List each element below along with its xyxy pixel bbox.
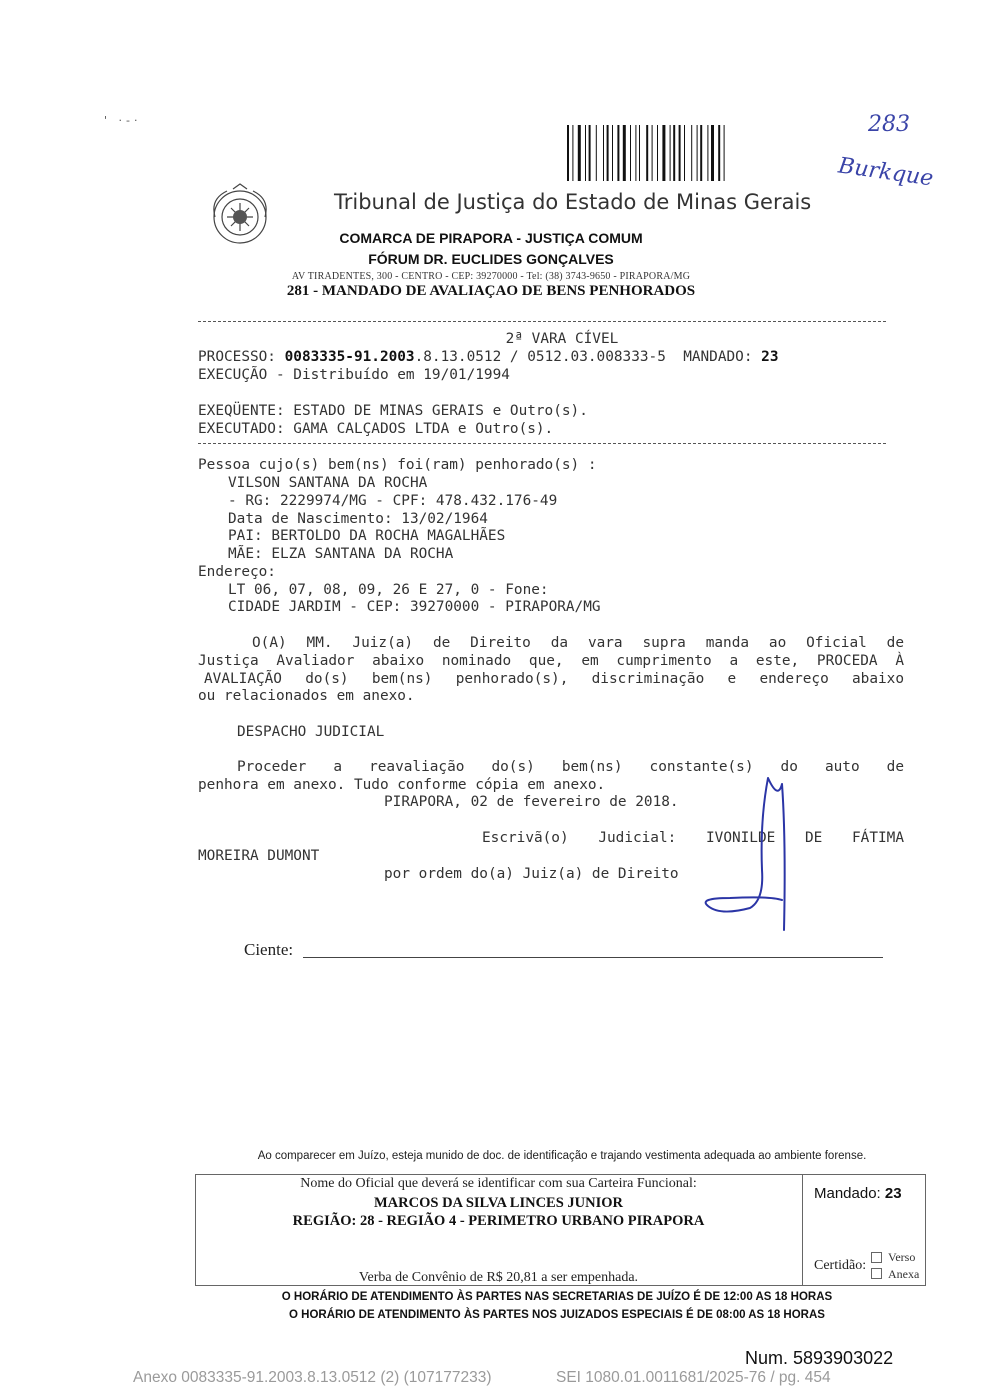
handwritten-initials: Burkque: [836, 153, 935, 192]
person-intro: Pessoa cujo(s) bem(ns) foi(ram) penhorado(s) :: [198, 457, 597, 473]
processo-rest: .8.13.0512 / 0512.03.008333-5 MANDADO:: [414, 349, 762, 365]
order-line-3: AVALIAÇÃO do(s) bem(ns) penhorado(s), discriminação e endereço abaixo: [204, 671, 904, 687]
executado-line: EXECUTADO: GAMA CALÇADOS LTDA e Outro(s).: [198, 421, 554, 437]
barcode-bar: [623, 125, 626, 181]
barcode-bar: [679, 125, 681, 181]
barcode-bar: [589, 125, 591, 181]
despacho-line-2: penhora em anexo. Tudo conforme cópia em anexo.: [198, 777, 606, 793]
address-label: Endereço:: [198, 564, 276, 580]
forum-title: FÓRUM DR. EUCLIDES GONÇALVES: [368, 251, 614, 267]
hours-notice-2-clip: [0, 1306, 982, 1320]
convenio-amount: Verba de Convênio de R$ 20,81 a ser empenhada.: [358, 1270, 639, 1285]
court-name: Tribunal de Justiça do Estado de Minas Gerais: [334, 190, 812, 214]
anexo-reference: Anexo 0083335-91.2003.8.13.0512 (2) (107177233): [133, 1369, 492, 1386]
barcode-bar: [711, 125, 714, 181]
officer-box-divider: [802, 1174, 803, 1286]
barcode-bar: [657, 125, 658, 181]
barcode-bar: [612, 125, 613, 181]
barcode-bar: [578, 125, 581, 181]
person-birth-date: Data de Nascimento: 13/02/1964: [228, 511, 488, 527]
barcode-bar: [718, 125, 720, 181]
barcode-image: [567, 125, 779, 181]
comarca-title: COMARCA DE PIRAPORA - JUSTIÇA COMUM: [339, 230, 643, 246]
mandado-value: 23: [884, 1185, 902, 1202]
barcode-bar: [697, 125, 698, 181]
barcode-bar: [567, 125, 569, 181]
barcode-bar: [607, 125, 609, 181]
hours-notice-2: O HORÁRIO DE ATENDIMENTO ÀS PARTES NOS JUIZADOS ESPECIAIS É DE 08:00 AS 18 HORAS: [289, 1309, 825, 1320]
mandado-box: [814, 1185, 902, 1202]
officer-name: MARCOS DA SILVA LINCES JUNIOR: [374, 1195, 623, 1211]
vara-title: 2ª VARA CÍVEL: [505, 331, 619, 347]
barcode-bar: [684, 125, 685, 181]
barcode-bar: [670, 125, 671, 181]
barcode-bar: [596, 125, 597, 181]
exequente-line: EXEQÜENTE: ESTADO DE MINAS GERAIS e Outro(s).: [198, 403, 588, 419]
order-line-4: ou relacionados em anexo.: [198, 688, 415, 704]
divider: [198, 443, 886, 444]
processo-label: PROCESSO:: [198, 349, 285, 365]
certidao-label: Certidão:: [814, 1258, 867, 1273]
barcode-bar: [635, 125, 636, 181]
ciente-signature-line: [303, 957, 883, 958]
judge-signature: [690, 760, 810, 940]
barcode-bar: [572, 125, 573, 181]
person-documents: - RG: 2229974/MG - CPF: 478.432.176-49: [228, 493, 558, 509]
address-line-2: CIDADE JARDIM - CEP: 39270000 - PIRAPORA/MG: [228, 599, 601, 615]
barcode-bar: [630, 125, 631, 181]
anexa-checkbox[interactable]: [871, 1268, 882, 1279]
barcode-bar: [662, 125, 665, 181]
address-line-1: LT 06, 07, 08, 09, 26 E 27, 0 - Fone:: [228, 582, 549, 598]
order-line-1: O(A) MM. Juiz(a) de Direito da vara supra manda ao Oficial de: [252, 635, 904, 651]
barcode-bar: [700, 125, 702, 181]
processo-number: 0083335-91.2003: [284, 349, 415, 365]
despacho-date: PIRAPORA, 02 de fevereiro de 2018.: [384, 794, 679, 810]
mandado-number: 23: [761, 349, 779, 365]
person-name: VILSON SANTANA DA ROCHA: [228, 475, 428, 491]
officer-label: Nome do Oficial que deverá se identificar com sua Carteira Funcional:: [300, 1176, 697, 1191]
barcode-bar: [603, 125, 604, 181]
anexa-label: Anexa: [888, 1267, 920, 1281]
escriva-line: Escrivã(o) Judicial: IVONILDE DE FÁTIMA: [482, 830, 904, 846]
divider: [198, 321, 886, 322]
court-address: AV TIRADENTES, 300 - CENTRO - CEP: 39270000 - Tel: (38) 3743-9650 - PIRAPORA/MG: [291, 271, 691, 282]
handwritten-page-number: 283: [868, 112, 910, 137]
barcode-bar: [652, 125, 653, 181]
despacho-title: DESPACHO JUDICIAL: [237, 724, 385, 740]
attendance-notice: Ao comparecer em Juízo, esteja munido de doc. de identificação e trajando vestimenta adequada ao ambiente forense.: [257, 1150, 867, 1162]
barcode-bar: [639, 125, 640, 181]
ciente-label: Ciente:: [244, 940, 294, 959]
person-father: PAI: BERTOLDO DA ROCHA MAGALHÃES: [228, 528, 506, 544]
barcode-bar: [646, 125, 648, 181]
document-title: 281 - MANDADO DE AVALIAÇAO DE BENS PENHORADOS: [286, 283, 696, 299]
verso-checkbox[interactable]: [871, 1252, 882, 1263]
despacho-line-1: Proceder a reavaliação do(s) bem(ns) constante(s) do auto de: [237, 759, 904, 775]
by-order-line: por ordem do(a) Juiz(a) de Direito: [384, 866, 679, 882]
processo-line: [198, 348, 779, 366]
barcode-bar: [724, 125, 725, 181]
barcode-bar: [617, 125, 619, 181]
mandado-label: Mandado:: [814, 1185, 881, 1202]
sei-reference: SEI 1080.01.0011681/2025-76 / pg. 454: [556, 1369, 831, 1386]
barcode-bar: [585, 125, 586, 181]
escriva-surname: MOREIRA DUMONT: [198, 848, 320, 864]
hours-notice-1: O HORÁRIO DE ATENDIMENTO ÀS PARTES NAS SECRETARIAS DE JUÍZO É DE 12:00 AS 18 HORAS: [281, 1291, 833, 1303]
person-mother: MÃE: ELZA SANTANA DA ROCHA: [228, 546, 454, 562]
scan-mark: ' ·-·: [104, 114, 142, 127]
officer-region: REGIÃO: 28 - REGIÃO 4 - PERIMETRO URBANO PIRAPORA: [292, 1213, 705, 1229]
execucao-line: EXECUÇÃO - Distribuído em 19/01/1994: [198, 367, 510, 383]
verso-label: Verso: [888, 1250, 916, 1264]
barcode-bar: [707, 125, 708, 181]
order-line-2: Justiça Avaliador abaixo nominado que, em cumprimento a este, PROCEDA À: [198, 653, 904, 669]
barcode-bar: [673, 125, 675, 181]
barcode-bar: [691, 125, 692, 181]
document-number: Num. 5893903022: [745, 1348, 894, 1368]
